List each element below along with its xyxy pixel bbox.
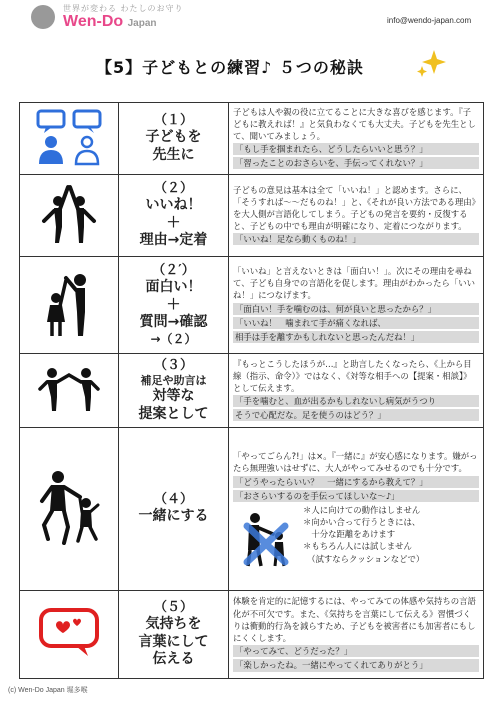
- notes-list: [303, 504, 424, 565]
- table-row: [20, 354, 484, 428]
- row-text: 「いいね」と言えないときは「面白い！」。次にその理由を尋ねて、子ども自身での言語化を促します。理由がわかったら「いいね！」につなげます。: [233, 265, 476, 301]
- row-label-line: 気持ちを: [145, 616, 202, 633]
- row-text: 体験を肯定的に記憶するには、やってみての体感や気持ちの言語化が不可欠です。また、《気持ちを言葉にして伝える》習慣づくりは衝動的行為を減らすため、子どもを被害者にも加害者にもしにくくします。: [233, 596, 476, 643]
- row-icon-cell: [20, 354, 119, 428]
- row-description: [229, 257, 484, 354]
- table-row: [20, 103, 484, 175]
- row-number: （２′）: [152, 263, 195, 279]
- row-label-line: 子どもを: [145, 129, 202, 146]
- row-label: [119, 354, 229, 428]
- chat-bubbles-people-icon: [34, 108, 104, 166]
- note-item: ＊向かい合って行うときには、: [303, 517, 421, 528]
- row-icon-cell: [20, 257, 119, 354]
- row-label-line: 質問→確認: [139, 314, 208, 331]
- note-item: ＊人に向けての動作はしません: [303, 504, 421, 515]
- example-quote: 「いいね！足なら動くものね！」: [233, 233, 479, 245]
- row-label-line: →（２）: [150, 331, 197, 346]
- sparkle-icon: [414, 46, 448, 80]
- row-label-line: いいね！: [145, 197, 202, 214]
- row-label-line: 理由→定着: [139, 232, 208, 249]
- row-label: [119, 591, 229, 679]
- row-number: （２）: [153, 181, 193, 197]
- row-label-line: ＋: [166, 296, 181, 313]
- logo-icon: [31, 5, 55, 29]
- row-text: 子どもの意見は基本は全て「いいね！」と認めます。さらに、「そうすれば〜〜だものね！」と、《それが良い方法である理由》を大人側が言語化してしまう。子どもの発言を要約・反復すると、子どもの中でも理由が明確になり、定着につながります。: [233, 184, 476, 232]
- example-quote: 「楽しかったね。一緒にやってくれてありがとう」: [233, 659, 479, 671]
- brand-name: Wen-Do: [63, 13, 124, 30]
- brand-sub: Japan: [127, 18, 157, 29]
- adult-child-hands-icon: [38, 268, 100, 338]
- table-row: [20, 591, 484, 679]
- page-title: 【5】子どもとの練習♪ ５つの秘訣: [96, 58, 364, 77]
- example-quote: 「面白い！手を噛むのは、何が良いと思ったから？」: [233, 303, 479, 315]
- example-quote: 「どうやったらいい？ 一緒にするから教えて？」: [233, 476, 479, 488]
- row-icon-cell: [20, 175, 119, 257]
- footer-copyright: (c) Wen-Do Japan 堀多喉: [8, 687, 88, 694]
- row-label-line: 言葉にして: [138, 633, 209, 650]
- table-row: [20, 175, 484, 257]
- note-item: 十分な距離をあけます: [303, 529, 396, 540]
- row-label-line: 面白い！: [145, 279, 202, 296]
- logo-brand: [63, 13, 157, 31]
- row-description: [229, 428, 484, 591]
- table-row: [20, 428, 484, 591]
- row-number: （５）: [153, 600, 193, 616]
- row-icon-cell: [20, 591, 119, 679]
- row-description: [229, 354, 484, 428]
- no-pointing-icon: [233, 504, 297, 568]
- row-label-line: 伝える: [152, 651, 195, 668]
- row-label: [119, 103, 229, 175]
- row-text: 子どもは人や親の役に立てることに大きな喜びを感じます。『子どもに教えれば！』と気負わなくても大丈夫。子どもを先生として、聞いてみましょう。: [233, 106, 476, 141]
- caution-notes: [233, 504, 479, 568]
- row-description: [229, 103, 484, 175]
- row-text: 「やってごらん?!」は×。『一緒に』が安心感になります。嫌がったら無理強いはせずに、大人がやってみせるのでも十分です。: [233, 451, 478, 474]
- row-number: （４）: [153, 492, 193, 508]
- row-label: [119, 175, 229, 257]
- row-label-line: 先生に: [152, 146, 195, 163]
- row-description: [229, 591, 484, 679]
- row-description: [229, 175, 484, 257]
- example-quote: 「おさらいするのを手伝ってほしいな〜♪」: [233, 490, 479, 502]
- email-address: info@wendo-japan.com: [387, 16, 472, 25]
- row-label-line: 一緒にする: [138, 508, 209, 525]
- example-quote: そうで心配だな。足を使うのはどう？」: [233, 409, 479, 421]
- row-label-line: 提案として: [138, 405, 209, 422]
- row-label-line: ＋: [166, 214, 181, 231]
- tips-table: [19, 102, 484, 679]
- note-item: （試すならクッションなどで）: [303, 553, 425, 564]
- example-quote: 「やってみて、どうだった？」: [233, 645, 479, 657]
- row-icon-cell: [20, 428, 119, 591]
- table-row: [20, 257, 484, 354]
- row-label: [119, 257, 229, 354]
- row-icon-cell: [20, 103, 119, 175]
- row-label-small: 補足や助言は: [140, 374, 207, 388]
- example-quote: 「いいね！ 噛まれて手が痛くなれば、: [233, 317, 479, 329]
- note-item: ＊もちろん人には試しません: [303, 541, 412, 552]
- heart-speech-bubble-icon: [36, 606, 102, 660]
- row-number: （１）: [153, 112, 193, 128]
- high-five-icon: [38, 183, 100, 245]
- example-quote: 「もし手を掴まれたら、どうしたらいいと思う？」: [233, 143, 479, 155]
- row-number: （３）: [153, 358, 193, 373]
- example-quote: 「習ったことのおさらいを、手伝ってくれない？」: [233, 157, 479, 169]
- two-people-holding-hands-icon: [36, 367, 102, 411]
- example-quote: 「手を噛むと、血が出るかもしれないし病気がうつり: [233, 395, 479, 407]
- example-quote: 相手は手を離すかもしれないと思ったんだね！」: [233, 331, 479, 343]
- row-label: [119, 428, 229, 591]
- header: [0, 0, 499, 40]
- logo-tagline: 世界が変わる わたしのお守り: [63, 4, 184, 13]
- row-label-line: 対等な: [152, 388, 195, 404]
- row-text: 『もっとこうしたほうが…』と助言したくなったら、《上から目線（指示、命令）》ではなく、《対等な相手への【提案・相談】》として伝えます。: [233, 358, 472, 393]
- adult-child-jumping-icon: [34, 467, 104, 547]
